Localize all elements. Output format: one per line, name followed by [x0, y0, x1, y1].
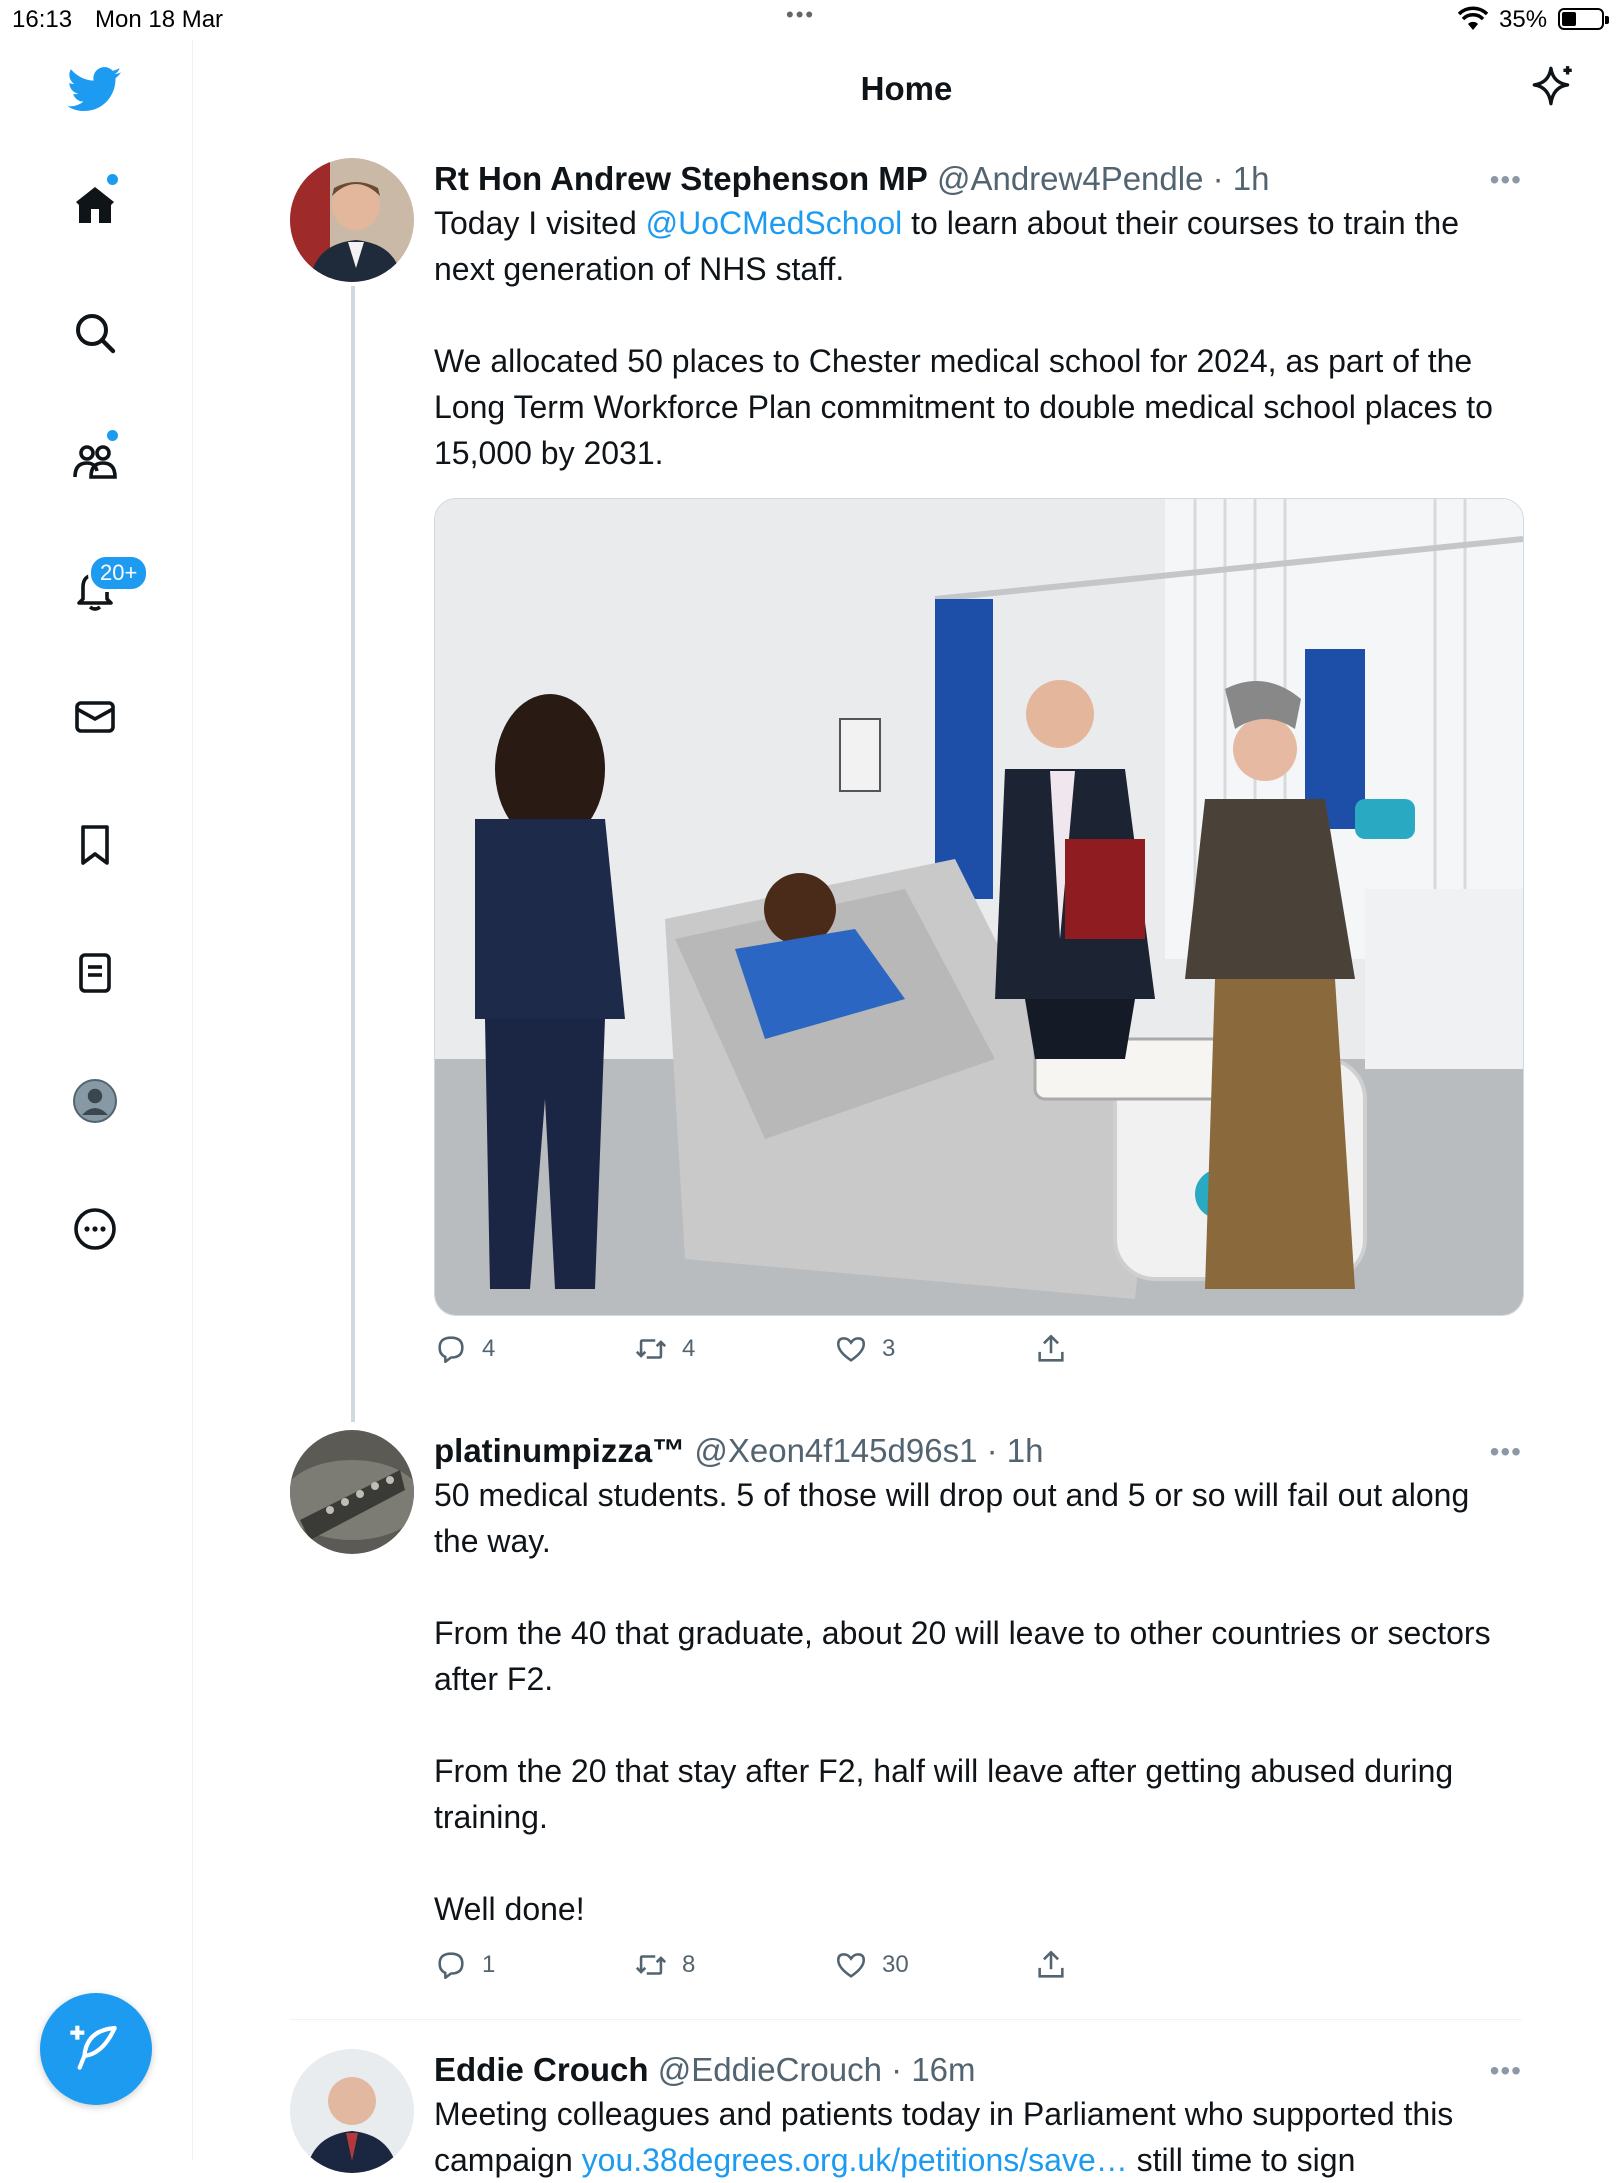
profile-avatar-icon: [71, 1077, 119, 1125]
tweet-meta: [434, 1430, 1522, 1472]
share-button[interactable]: [1034, 1948, 1082, 1982]
like-count: 3: [882, 1335, 896, 1362]
feather-plus-icon: [68, 2021, 124, 2077]
like-count: 30: [882, 1951, 909, 1978]
heart-icon: [834, 1332, 868, 1366]
retweet-icon: [634, 1948, 668, 1982]
reply-icon: [434, 1332, 468, 1366]
thread-connector: [351, 286, 355, 1422]
multitasking-dots-icon[interactable]: •••: [786, 2, 816, 27]
battery-percentage: 35%: [1499, 6, 1548, 33]
tweet-text-rest: still time to sign: [1127, 2142, 1356, 2178]
search-icon: [71, 309, 119, 357]
page-title: Home: [860, 70, 953, 107]
tweet-meta: [434, 2049, 1522, 2091]
tweet-divider: [290, 2019, 1522, 2020]
tweet-actions: [434, 1948, 1522, 1996]
sidebar-item-bookmarks[interactable]: [60, 810, 130, 880]
like-button[interactable]: [834, 1332, 895, 1366]
list-icon: [71, 949, 119, 997]
tweet-text-start: Meeting colleagues and patients today in Parliament who supported this campaign: [434, 2096, 1454, 2178]
avatar[interactable]: [290, 2049, 414, 2173]
retweet-button[interactable]: [634, 1332, 695, 1366]
tweet-actions: [434, 1332, 1522, 1380]
author-handle[interactable]: @Xeon4f145d96s1: [694, 1432, 978, 1469]
sparkle-icon[interactable]: [1528, 62, 1578, 112]
retweet-button[interactable]: [634, 1948, 695, 1982]
tweet-text: [434, 2091, 1522, 2183]
tweet-meta: [434, 158, 1522, 200]
reply-button[interactable]: [434, 1948, 495, 1982]
reply-icon: [434, 1948, 468, 1982]
twitter-logo-icon[interactable]: [60, 54, 130, 124]
petition-link[interactable]: you.38degrees.org.uk/petitions/save…: [581, 2142, 1128, 2178]
share-icon: [1034, 1332, 1068, 1366]
avatar[interactable]: [290, 158, 414, 282]
bookmark-icon: [71, 821, 119, 869]
tweet-text-start: Today I visited: [434, 205, 646, 241]
status-bar: [0, 0, 1620, 40]
communities-icon: [71, 437, 119, 485]
share-button[interactable]: [1034, 1332, 1082, 1366]
sidebar-item-profile[interactable]: [60, 1066, 130, 1136]
author-handle[interactable]: @Andrew4Pendle: [936, 160, 1204, 197]
tweet-body: [434, 1430, 1522, 1996]
sidebar-item-messages[interactable]: [60, 682, 130, 752]
tweet-text: 50 medical students. 5 of those will drop out and 5 or so will fail out along the way. From the 40 that graduate, about 20 will leave to other countries or sectors after F2. From the 20 that stay after F2, half will leave after getting abused during training. Well done!: [434, 1477, 1491, 1927]
status-date: Mon 18 Mar: [95, 6, 224, 33]
reply-count: 1: [482, 1951, 496, 1978]
tweet-body: [434, 2049, 1522, 2183]
sidebar-item-more[interactable]: [60, 1194, 130, 1264]
mail-icon: [71, 693, 119, 741]
author-handle[interactable]: @EddieCrouch: [657, 2051, 882, 2088]
home-unread-dot: [105, 172, 120, 187]
share-icon: [1034, 1948, 1068, 1982]
more-options-icon[interactable]: •••: [1489, 2055, 1522, 2086]
retweet-icon: [634, 1332, 668, 1366]
author-name[interactable]: Eddie Crouch: [434, 2051, 649, 2088]
retweet-count: 4: [682, 1335, 696, 1362]
more-options-icon[interactable]: •••: [1489, 164, 1522, 195]
tweet-time: · 1h: [1212, 160, 1270, 197]
sidebar-item-lists[interactable]: [60, 938, 130, 1008]
status-time: 16:13: [12, 6, 73, 33]
more-circle-icon: [71, 1205, 119, 1253]
like-button[interactable]: [834, 1948, 909, 1982]
heart-icon: [834, 1948, 868, 1982]
sidebar-item-explore[interactable]: [60, 298, 130, 368]
tweet-time: · 16m: [891, 2051, 976, 2088]
battery-icon: [1558, 8, 1604, 30]
retweet-count: 8: [682, 1951, 696, 1978]
tweet-text: [434, 200, 1522, 476]
tweet-body: [434, 158, 1522, 1380]
tweet-text-rest: to learn about their courses to train the next generation of NHS staff. We allocated 50 places to Chester medical school for 2024, as part of the Long Term Workforce Plan commitment to double medical school places to 15,000 by 2031.: [434, 205, 1493, 471]
wifi-icon: [1458, 6, 1488, 32]
notifications-badge: 20+: [88, 554, 149, 592]
timeline-header: [193, 40, 1620, 142]
tweet-photo[interactable]: [434, 498, 1524, 1316]
home-icon: [71, 181, 119, 229]
mention-link[interactable]: @UoCMedSchool: [645, 205, 903, 241]
reply-count: 4: [482, 1335, 496, 1362]
communities-unread-dot: [105, 428, 120, 443]
tweet-time: · 1h: [986, 1432, 1044, 1469]
author-name[interactable]: Rt Hon Andrew Stephenson MP: [434, 160, 928, 197]
reply-button[interactable]: [434, 1332, 495, 1366]
compose-tweet-button[interactable]: [40, 1993, 152, 2105]
avatar[interactable]: [290, 1430, 414, 1554]
more-options-icon[interactable]: •••: [1489, 1436, 1522, 1467]
author-name[interactable]: platinumpizza™: [434, 1432, 686, 1469]
